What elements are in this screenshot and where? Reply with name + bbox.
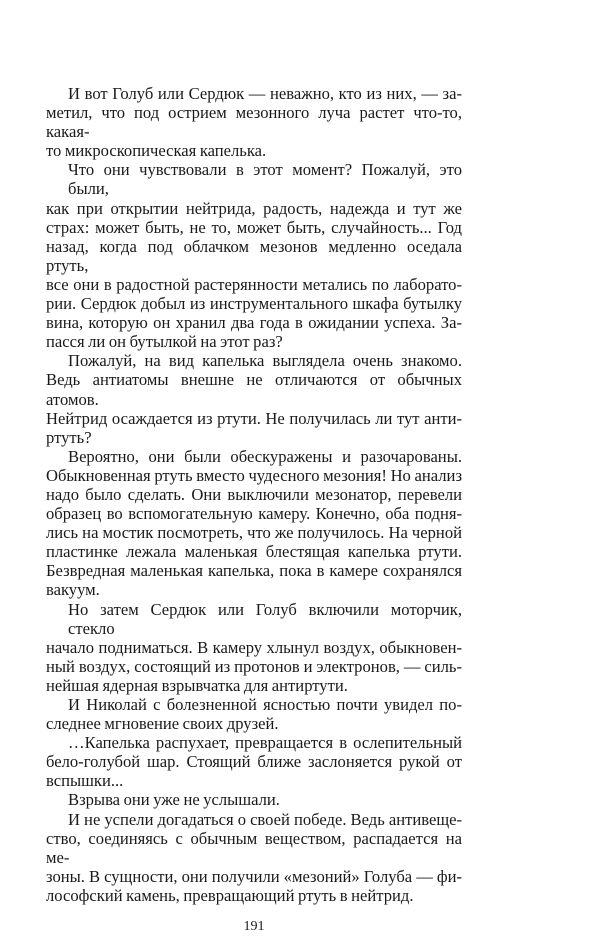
- text-line: И не успели догадаться о своей победе. Ведь антивеще-: [68, 809, 462, 829]
- paragraph: [46, 600, 462, 695]
- text-line: Обыкновенная ртуть вместо чудесного мезония! Но анализ: [46, 465, 462, 485]
- text-line: вакуум.: [46, 580, 100, 600]
- text-line: вспышки...: [46, 771, 124, 791]
- text-line: пасся ли он бутылкой на этот раз?: [46, 332, 283, 352]
- text-line: лософский камень, превращающий ртуть в нейтрид.: [46, 885, 414, 905]
- text-line: метил, что под острием мезонного луча растет что-то, какая-: [46, 103, 462, 142]
- paragraph: [46, 84, 462, 160]
- text-line: лись на мостик посмотреть, что же получилось. На черной: [46, 523, 462, 543]
- text-line: ный воздух, состоящий из протонов и электронов, — силь-: [46, 656, 462, 676]
- text-line: то микроскопическая капелька.: [46, 141, 267, 161]
- text-line: зоны. В сущности, они получили «мезоний» Голуба — фи-: [46, 866, 462, 886]
- text-line: Взрыва они уже не услышали.: [68, 790, 280, 810]
- book-page-text: [46, 84, 462, 905]
- text-line: ство, соединяясь с обычным веществом, распадается на ме-: [46, 828, 462, 867]
- paragraph: [46, 695, 462, 733]
- text-line: назад, когда под облачком мезонов медленно оседала ртуть,: [46, 236, 462, 275]
- paragraph: [46, 790, 462, 809]
- book-page: [46, 84, 462, 936]
- page-number: 191: [243, 919, 265, 935]
- text-line: И Николай с болезненной ясностью почти увидел по-: [68, 695, 462, 714]
- paragraph: [46, 351, 462, 446]
- text-line: как при открытии нейтрида, радость, надежда и тут же: [46, 198, 462, 218]
- text-line: вина, которую он хранил два года в ожидании успеха. За-: [46, 313, 462, 333]
- paragraph: [46, 160, 462, 351]
- text-line: пластинке лежала маленькая блестящая капелька ртути.: [46, 542, 462, 562]
- text-line: все они в радостной растерянности метались по лаборато-: [46, 274, 462, 294]
- text-line: Вероятно, они были обескуражены и разочарованы.: [68, 446, 462, 466]
- text-line: ртуть?: [46, 427, 92, 447]
- text-line: Пожалуй, на вид капелька выглядела очень знакомо.: [68, 351, 462, 371]
- text-line: И вот Голуб или Сердюк — неважно, кто из них, — за-: [68, 84, 462, 103]
- paragraph: [46, 447, 462, 600]
- text-line: …Капелька распухает, превращается в ослепительный: [68, 733, 462, 753]
- text-line: Ведь антиатомы внешне не отличаются от обычных атомов.: [46, 370, 462, 409]
- text-line: рии. Сердюк добыл из инструментального шкафа бутылку: [46, 294, 462, 314]
- paragraph: [46, 810, 462, 905]
- paragraph: [46, 733, 462, 790]
- text-line: Нейтрид осаждается из ртути. Не получилась ли тут анти-: [46, 408, 462, 428]
- text-line: следнее мгновение своих друзей.: [46, 714, 279, 734]
- text-line: нейшая ядерная взрывчатка для антиртути.: [46, 675, 348, 695]
- text-line: Но затем Сердюк или Голуб включили моторчик, стекло: [68, 599, 462, 638]
- text-line: бело-голубой шар. Стоящий ближе заслоняется рукой от: [46, 752, 462, 772]
- text-line: Что они чувствовали в этот момент? Пожалуй, это были,: [68, 160, 462, 199]
- text-line: образец во вспомогательную камеру. Конечно, оба подня-: [46, 504, 462, 524]
- text-line: страх: может быть, не то, может быть, случайность... Год: [46, 217, 462, 237]
- text-line: Безвредная маленькая капелька, пока в камере сохранялся: [46, 561, 462, 581]
- text-line: надо было сделать. Они выключили мезонатор, перевели: [46, 484, 462, 504]
- text-line: начало подниматься. В камеру хлынул воздух, обыкновен-: [46, 637, 462, 657]
